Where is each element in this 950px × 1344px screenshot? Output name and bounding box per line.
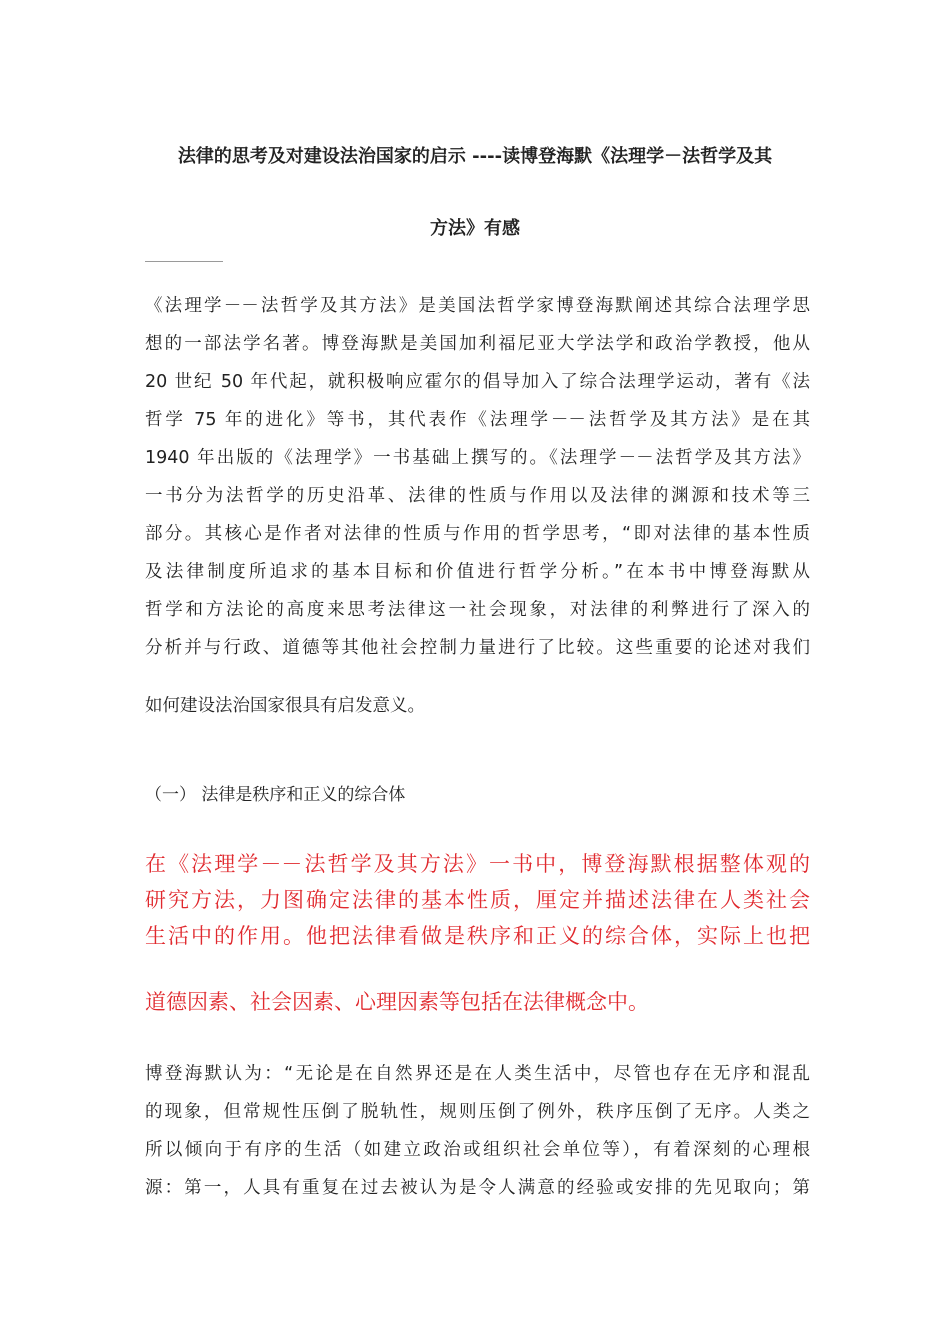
intro-line: 如何建设法治国家很具有启发意义。: [145, 696, 425, 716]
intro-line: 及法律制度所追求的基本目标和价值进行哲学分析。”在本书中博登海默从: [145, 562, 810, 582]
intro-line: 1940 年出版的《法理学》一书基础上撰写的。《法理学－－法哲学及其方法》: [145, 448, 810, 468]
body-line: 的现象，但常规性压倒了脱轨性，规则压倒了例外，秩序压倒了无序。人类之: [145, 1102, 810, 1122]
document-title-line-1: 法律的思考及对建设法治国家的启示 ----读博登海默《法理学－法哲学及其: [177, 146, 773, 167]
intro-line: 想的一部法学名著。博登海默是美国加利福尼亚大学法学和政治学教授，他从: [145, 334, 810, 354]
intro-line: 一书分为法哲学的历史沿革、法律的性质与作用以及法律的渊源和技术等三: [145, 486, 810, 506]
intro-line: 哲学 75 年的进化》等书，其代表作《法理学－－法哲学及其方法》是在其: [145, 410, 810, 430]
highlight-line: 在《法理学－－法哲学及其方法》一书中，博登海默根据整体观的: [145, 852, 810, 876]
highlight-line: 道德因素、社会因素、心理因素等包括在法律概念中。: [145, 990, 649, 1014]
body-line: 所以倾向于有序的生活（如建立政治或组织社会单位等），有着深刻的心理根: [145, 1140, 810, 1160]
section-heading: （一） 法律是秩序和正义的综合体: [145, 785, 406, 805]
intro-line: 20 世纪 50 年代起，就积极响应霍尔的倡导加入了综合法理学运动，著有《法: [145, 372, 810, 392]
body-line: 源：第一，人具有重复在过去被认为是令人满意的经验或安排的先见取向；第: [145, 1178, 810, 1198]
intro-line: 《法理学－－法哲学及其方法》是美国法哲学家博登海默阐述其综合法理学思: [145, 296, 810, 316]
title-divider: [145, 261, 223, 262]
intro-line: 分析并与行政、道德等其他社会控制力量进行了比较。这些重要的论述对我们: [145, 638, 810, 658]
document-title-line-2: 方法》有感: [430, 218, 520, 239]
body-line: 博登海默认为：“无论是在自然界还是在人类生活中，尽管也存在无序和混乱: [145, 1064, 810, 1084]
highlight-line: 生活中的作用。他把法律看做是秩序和正义的综合体，实际上也把: [145, 924, 810, 948]
highlight-line: 研究方法，力图确定法律的基本性质，厘定并描述法律在人类社会: [145, 888, 810, 912]
intro-line: 部分。其核心是作者对法律的性质与作用的哲学思考，“即对法律的基本性质: [145, 524, 810, 544]
intro-line: 哲学和方法论的高度来思考法律这一社会现象，对法律的利弊进行了深入的: [145, 600, 810, 620]
